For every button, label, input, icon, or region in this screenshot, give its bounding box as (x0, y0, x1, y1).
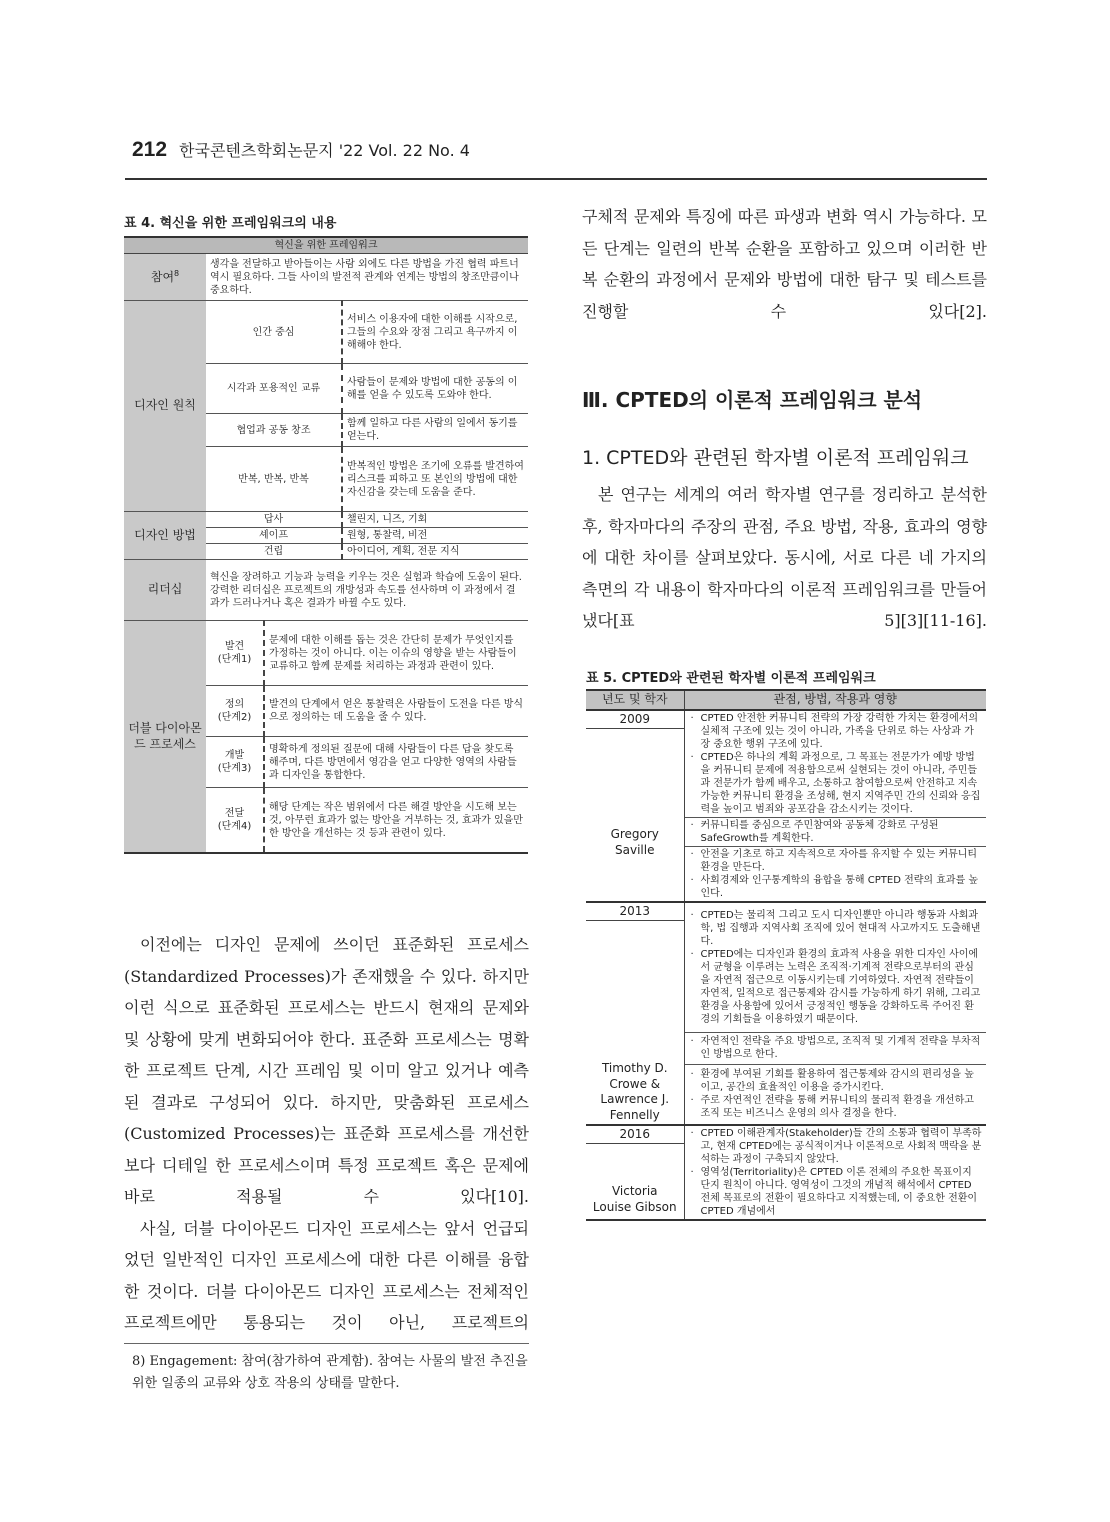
bullet-item: · 환경에 부여된 기회를 활용하여 접근통제와 감시의 편리성을 높이고, 공간의 효율적인 이용을 증가시킨다. (701, 1068, 983, 1094)
year: 2009 (586, 711, 684, 730)
leadership-label: 리더십 (124, 560, 206, 621)
design-methods-label: 디자인 방법 (124, 512, 206, 560)
method-name: 답사 (206, 512, 342, 528)
method-desc: 원형, 통찰력, 비전 (342, 528, 528, 544)
stage-desc: 해당 단계는 작은 범위에서 다른 해결 방안을 시도해 보는 것, 아무런 효과가 없는 방안을 거부하는 것, 효과가 있을만한 방안을 개선하는 것 등과 관련이 있다. (264, 788, 528, 854)
bullet-item: · 사회경제와 인구통계학의 융합을 통해 CPTED 전략의 효과를 높인다. (701, 874, 983, 900)
content-cell (684, 1125, 986, 1220)
bullet-item: · CPTED는 물리적 그리고 도시 디자인뿐만 아니라 행동과 사회과학, 법 집행과 지역사회 조직에 있어 현대적 사고까지도 도출해낸다. (701, 909, 983, 948)
stage-desc: 발견의 단계에서 얻은 통찰력은 사람들이 도전을 다른 방식으로 정의하는 데 도움을 줄 수 있다. (264, 686, 528, 737)
scholar-cell (586, 1125, 684, 1220)
principle-desc: 사람들이 문제와 방법에 대한 공동의 이해를 얻을 수 있도록 도와야 한다. (342, 364, 528, 414)
method-desc: 챌린지, 니즈, 기회 (342, 512, 528, 528)
stage-desc: 문제에 대한 이해를 돕는 것은 간단히 문제가 무엇인지를 가정하는 것이 아니다. 이는 이슈의 영향을 받는 사람들이 교류하고 함께 문제를 처리하는 과정과 관련이 있다. (264, 621, 528, 686)
running-header (132, 138, 470, 162)
scholar-cell (586, 902, 684, 1125)
bullet-item: · 커뮤니티를 중심으로 주민참여와 공동체 강화로 구성된 SafeGrowth를 계획한다. (701, 819, 983, 845)
paragraph: 본 연구는 세계의 여러 학자별 연구를 정리하고 분석한 후, 학자마다의 주장의 관점, 주요 방법, 작용, 효과의 영향에 대한 차이를 살펴보았다. 동시에, 서로 다른 네 가지의 측면의 각 내용이 학자마다의 이론적 프레임워크를 만들어냈다[표 5][3][11-16]. (582, 485, 987, 630)
left-body-text (124, 929, 529, 1339)
bullet-list (689, 1068, 983, 1120)
table5-header-year: 년도 및 학자 (586, 690, 684, 710)
content-cell (684, 846, 986, 902)
table5-header-content: 관점, 방법, 작용과 영향 (684, 690, 986, 710)
method-name: 건립 (206, 544, 342, 560)
content-cell (684, 1064, 986, 1124)
bullet-item: · 영역성(Territoriality)은 CPTED 이론 전체의 주요한 목표이지 단지 원칙이 아니다. 영역성이 그것의 개념적 해석에서 CPTED 전체 목표로의 전환이 필요하다고 지적했는데, 이 중요한 전환이 CPTED 개념에서 (701, 1166, 983, 1218)
right-body-text (582, 479, 987, 637)
table4-header: 혁신을 위한 프레임워크 (124, 237, 528, 254)
design-principles-label: 디자인 원칙 (124, 301, 206, 512)
principle-desc: 반복적인 방법은 조기에 오류를 발견하여 리스크를 피하고 또 본인의 방법에 대한 자신감을 갖는데 도움을 준다. (342, 447, 528, 512)
paragraph: 이전에는 디자인 문제에 쓰이던 표준화된 프로세스(Standardized Processes)가 존재했을 수 있다. 하지만 이런 식으로 표준화된 프로세스는 반드시 현재의 문제와 및 상황에 맞게 변화되어야 한다. 표준화 프로세스는 명확한 프로젝트 단계, 시간 프레임 및 이미 알고 있거나 예측된 결과로 구성되어 있다. 하지만, 맞춤화된 프로세스(Customized Processes)는 표준화 프로세스를 개선한 보다 디테일 한 프로세스이며 특정 프로젝트 혹은 문제에 바로 적용될 수 있다[10]. (124, 935, 529, 1206)
bullet-list (689, 1127, 983, 1218)
scholar-cell (586, 710, 684, 902)
stage-name: 정의 (단계2) (206, 686, 264, 737)
right-top-text (582, 201, 987, 327)
year: 2013 (586, 903, 684, 922)
stage-name: 발견 (단계1) (206, 621, 264, 686)
footnote: 8) Engagement: 참여(참가하여 관계함). 참여는 사물의 발전 추진을 위한 일종의 교류와 상호 작용의 상태를 말한다. (132, 1354, 528, 1391)
bullet-item: · 안전을 기초로 하고 지속적으로 자아를 유지할 수 있는 커뮤니티 환경을 만든다. (701, 848, 983, 874)
method-name: 셰이프 (206, 528, 342, 544)
content-cell (684, 817, 986, 846)
principle-desc: 함께 일하고 다른 사람의 일에서 동기를 얻는다. (342, 414, 528, 447)
stage-name: 전달 (단계4) (206, 788, 264, 854)
bullet-item: · CPTED은 하나의 계획 과정으로, 그 목표는 전문가가 예방 방법을 커뮤니티 문제에 적용함으로써 실현되는 것이 아니라, 주민들과 전문가가 함께 배우고, 소통하고 참여함으로써 안전하고 지속가능한 커뮤니티 환경을 조성해, 현지 지역주민 간의 신뢰와 응집력을 높이고 범죄와 공포감을 감소시키는 것이다. (701, 751, 983, 816)
table-5 (586, 689, 986, 1221)
bullet-list (689, 909, 983, 1026)
section-title: Ⅲ. CPTED의 이론적 프레임워크 분석 (582, 388, 923, 412)
bullet-item: · CPTED 이해관계자(Stakeholder)들 간의 소통과 협력이 부족하고, 현재 CPTED에는 공식적이거나 이론적으로 사회적 맥락을 분석하는 과정이 구축되지 않았다. (701, 1127, 983, 1166)
content-cell (684, 902, 986, 1033)
paragraph: 구체적 문제와 특징에 따른 파생과 변화 역시 가능하다. 모든 단계는 일련의 반복 순환을 포함하고 있으며 이러한 반복 순환의 과정에서 문제와 방법에 대한 탐구 및 테스트를 진행할 수 있다[2]. (582, 207, 987, 321)
principle-name: 시각과 포용적인 교류 (206, 364, 342, 414)
participation-label: 참여$^8$ (124, 254, 206, 301)
bullet-list (689, 819, 983, 845)
double-diamond-label: 더블 다이아몬드 프로세스 (124, 621, 206, 854)
paragraph: 사실, 더블 다이아몬드 디자인 프로세스는 앞서 언급되었던 일반적인 디자인 프로세스에 대한 다른 이해를 융합한 것이다. 더블 다이아몬드 디자인 프로세스는 전체적인 프로젝트에만 통용되는 것이 아닌, 프로젝트의 (124, 1218, 529, 1332)
journal-title: 한국콘텐츠학회논문지 '22 Vol. 22 No. 4 (179, 141, 470, 160)
author: Timothy D. Crowe & Lawrence J. Fennelly (600, 1061, 670, 1122)
content-cell (684, 710, 986, 818)
principle-name: 인간 중심 (206, 301, 342, 364)
bullet-item: · 자연적인 전략을 주요 방법으로, 조직적 및 기계적 전략을 부차적인 방법으로 한다. (701, 1035, 983, 1061)
year: 2016 (586, 1126, 684, 1145)
principle-desc: 서비스 이용자에 대한 이해를 시작으로, 그들의 수요와 장점 그리고 욕구까지 이해해야 한다. (342, 301, 528, 364)
principle-name: 반복, 반복, 반복 (206, 447, 342, 512)
table4-caption: 표 4. 혁신을 위한 프레임워크의 내용 (124, 216, 337, 231)
bullet-list (689, 848, 983, 900)
leadership-text: 혁신을 장려하고 기능과 능력을 키우는 것은 실험과 학습에 도움이 된다. 강력한 리더십은 프로젝트의 개방성과 속도를 선사하며 이 과정에서 결과가 드러나거나 혹은 결과가 바뀔 수도 있다. (206, 560, 528, 621)
bullet-list (689, 712, 983, 816)
page-number: 212 (132, 138, 168, 161)
bullet-item: · 주로 자연적인 전략을 통해 커뮤니티의 물리적 환경을 개선하고 조직 또는 비즈니스 운영의 의사 결정을 한다. (701, 1094, 983, 1120)
bullet-list (689, 1035, 983, 1061)
table-4 (124, 236, 528, 854)
bullet-item: · CPTED에는 디자인과 환경의 효과적 사용을 위한 디자인 사이에서 균형을 이루려는 노력은 조직적·기계적 전략으로부터의 관심을 자연적 접근으로 이동시키는데 기여하였다. 자연적 전략들이 자연적, 일적으로 접근통제와 감시를 가능하게 하기 위해, 그리고 환경을 사용함에 있어서 긍정적인 행동을 강화하도록 주어진 환경의 기회들을 이용하였기 때문이다. (701, 948, 983, 1026)
content-cell (684, 1033, 986, 1065)
author: Gregory Saville (610, 827, 659, 857)
table5-row (586, 1125, 986, 1220)
stage-name: 개발 (단계3) (206, 737, 264, 788)
footnote-rule (124, 1343, 529, 1344)
method-desc: 아이디어, 계획, 전문 지식 (342, 544, 528, 560)
bullet-item: · CPTED 안전한 커뮤니티 전략의 가장 강력한 가치는 환경에서의 실체적 구조에 있는 것이 아니라, 가족을 단위로 하는 사상과 가장 중요한 행위 구조에 있다. (701, 712, 983, 751)
author: Victoria Louise Gibson (592, 1184, 677, 1214)
table5-caption: 표 5. CPTED와 관련된 학자별 이론적 프레임워크 (586, 671, 876, 686)
participation-text: 생각을 전달하고 받아들이는 사람 외에도 다른 방법을 가진 협력 파트너 역시 필요하다. 그들 사이의 발전적 관계와 연계는 방법의 창조만큼이나 중요하다. (206, 254, 528, 301)
principle-name: 협업과 공동 창조 (206, 414, 342, 447)
table5-row (586, 902, 986, 1033)
table5-row (586, 710, 986, 818)
subsection-title: 1. CPTED와 관련된 학자별 이론적 프레임워크 (582, 447, 969, 469)
header-rule (125, 178, 987, 180)
stage-desc: 명확하게 정의된 질문에 대해 사람들이 다른 답을 찾도록 해주며, 다른 방면에서 영감을 얻고 다양한 영역의 사람들과 디자인을 통합한다. (264, 737, 528, 788)
